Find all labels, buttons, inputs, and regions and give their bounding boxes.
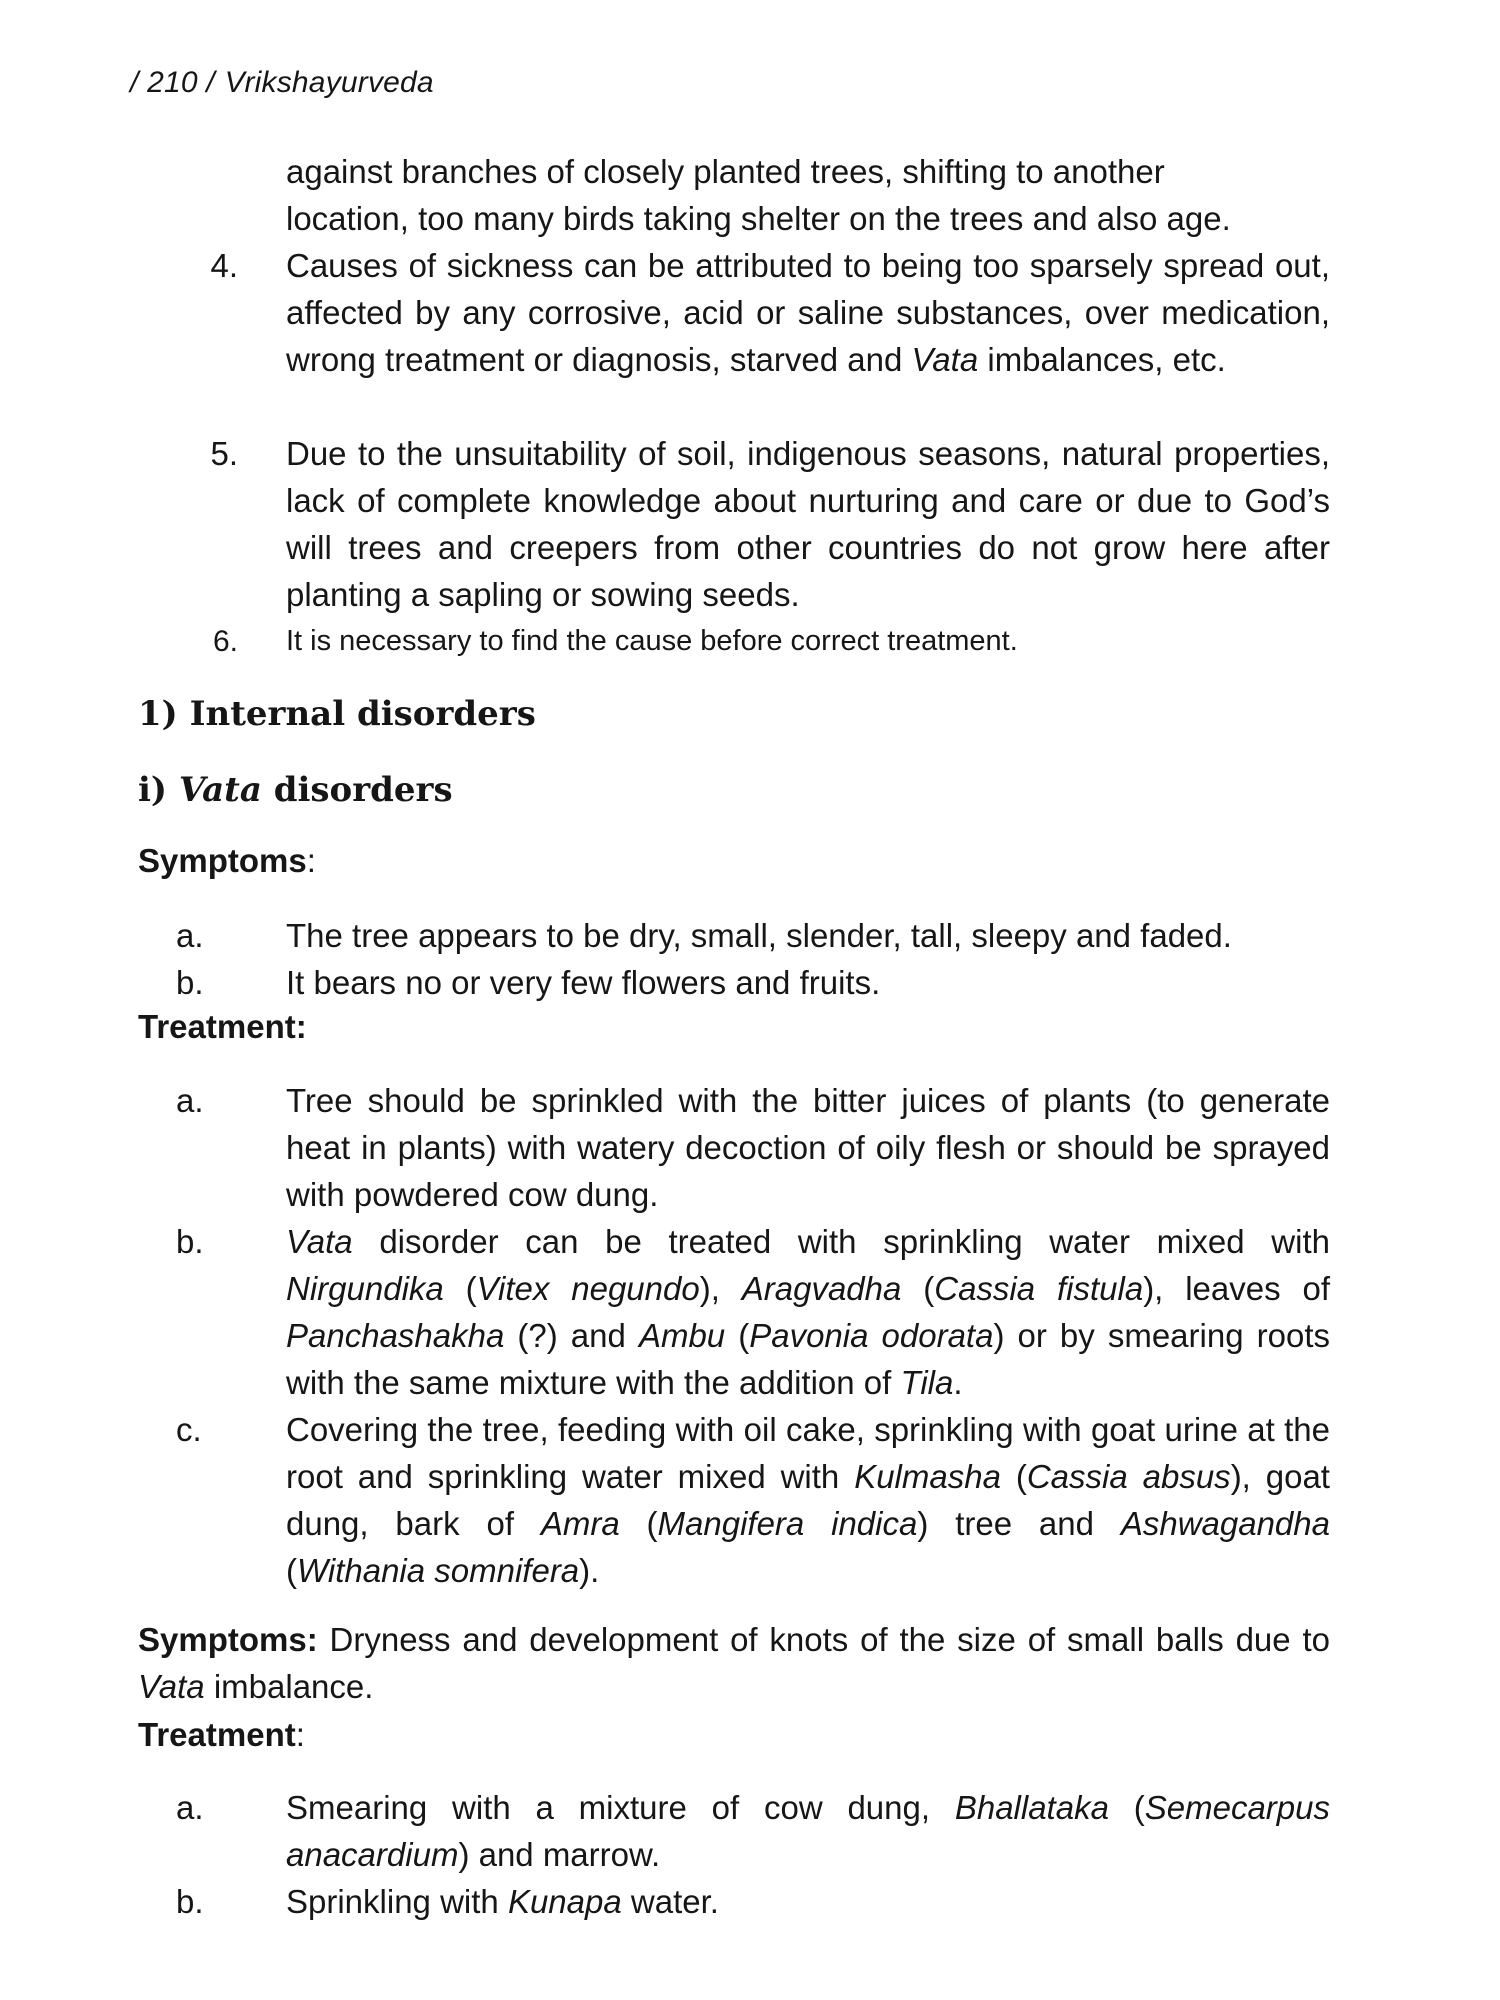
item-letter: c.: [176, 1411, 202, 1448]
item-text: [286, 1218, 1330, 1406]
item-text: [286, 912, 1330, 959]
text-run: imbalances, etc.: [978, 341, 1226, 378]
continuation-line-2: location, too many birds taking shelter on the trees and also age.: [286, 200, 1231, 237]
text-run: (?) and: [504, 1317, 639, 1354]
treatment-label: Treatment:: [138, 1008, 307, 1045]
text-run: Tree should be sprinkled with the bitter juices of plants (to generate heat in plants) with watery decoction of oily flesh or should be sprayed with powdered cow dung.: [286, 1082, 1330, 1213]
text-run: ) or by smearing roots with the same mixture with the addition of: [286, 1317, 1330, 1401]
symptoms-paragraph: [138, 1616, 1330, 1710]
running-header: [130, 66, 434, 100]
italic-term: Pavonia odorata: [749, 1317, 994, 1354]
text-run: (: [901, 1270, 935, 1307]
italic-term: Kulmasha: [854, 1458, 1001, 1495]
item-text: [286, 1077, 1330, 1218]
subsection-prefix: i): [138, 770, 179, 810]
text-run: (: [1000, 1458, 1027, 1495]
italic-term: Vata: [138, 1668, 205, 1705]
item-text: [286, 1784, 1330, 1878]
text-run: Smearing with a mixture of cow dung,: [286, 1789, 955, 1826]
italic-term: Tila: [900, 1364, 954, 1401]
item-letter: b.: [176, 964, 204, 1001]
italic-term: Withania somnifera: [297, 1552, 580, 1589]
text-run: ) tree and: [917, 1505, 1121, 1542]
italic-term: Cassia fistula: [934, 1270, 1144, 1307]
text-run: Due to the unsuitability of soil, indigenous seasons, natural properties, lack of complete knowledge about nurturing and care or due to God’s will trees and creepers from other countries do not grow here after planting a sapling or sowing seeds.: [286, 435, 1330, 613]
text-run: Covering the tree, feeding with oil cake, sprinkling with goat urine at the root and sprinkling water mixed with: [286, 1411, 1330, 1495]
text-run: ).: [579, 1552, 600, 1589]
item-number: 6.: [212, 625, 238, 658]
item-letter: b.: [176, 1223, 204, 1260]
text-run: ), goat dung, bark of: [286, 1458, 1330, 1542]
text-run: The tree appears to be dry, small, slender, tall, sleepy and faded.: [286, 917, 1232, 954]
italic-term: Amra: [540, 1505, 620, 1542]
item-text: [286, 618, 1330, 665]
item-letter: b.: [176, 1883, 204, 1920]
text-run: Sprinkling with: [286, 1883, 508, 1920]
italic-term: Cassia absus: [1026, 1458, 1231, 1495]
text-run: ),: [699, 1270, 742, 1307]
item-letter: a.: [176, 1789, 204, 1826]
section-heading: 1) Internal disorders: [138, 694, 536, 734]
text-run: Causes of sickness can be attributed to being too sparsely spread out, affected by any corrosive, acid or saline substances, over medication, wrong treatment or diagnosis, starved and: [286, 247, 1330, 378]
text-run: imbalance.: [204, 1668, 374, 1705]
text-run: (: [725, 1317, 750, 1354]
text-run: It bears no or very few flowers and fruits.: [286, 964, 881, 1001]
symptoms-text: [138, 1621, 1330, 1705]
treatment-label-2: Treatment:: [138, 1716, 305, 1753]
item-text: [286, 430, 1330, 618]
italic-term: Kunapa: [507, 1883, 622, 1920]
text-run: (: [286, 1552, 297, 1589]
italic-term: Panchashakha: [286, 1317, 505, 1354]
text-run: ), leaves of: [1143, 1270, 1330, 1307]
italic-term: Ashwagandha: [1120, 1505, 1330, 1542]
page-number: / 210 /: [130, 66, 215, 99]
italic-term: Ambu: [638, 1317, 726, 1354]
item-number: 5.: [210, 435, 238, 472]
italic-term: Vata: [286, 1223, 353, 1260]
text-run: (: [619, 1505, 658, 1542]
text-run: Dryness and development of knots of the size of small balls due to: [317, 1621, 1330, 1658]
continuation-line-1: against branches of closely planted trees, shifting to another: [286, 153, 1165, 190]
text-run: (: [1108, 1789, 1145, 1826]
subsection-suffix: disorders: [261, 770, 453, 810]
italic-term: Semecarpus anacardium: [286, 1789, 1330, 1873]
text-run: water.: [621, 1883, 719, 1920]
symptoms-label-2: Symptoms:: [138, 1621, 318, 1658]
italic-term: Mangifera indica: [657, 1505, 918, 1542]
subsection-italic: Vata: [178, 770, 262, 810]
item-letter: a.: [176, 1082, 204, 1119]
item-text: [286, 242, 1330, 383]
item-letter: a.: [176, 917, 204, 954]
book-title: Vrikshayurveda: [224, 66, 434, 99]
italic-term: Vata: [911, 341, 979, 378]
item-text: [286, 1406, 1330, 1594]
item-text: [286, 959, 1330, 1006]
symptoms-label: Symptoms:: [138, 842, 316, 879]
subsection-heading: [138, 770, 453, 810]
italic-term: Vitex negundo: [476, 1270, 700, 1307]
text-run: disorder can be treated with sprinkling water mixed with: [352, 1223, 1330, 1260]
italic-term: Aragvadha: [741, 1270, 902, 1307]
italic-term: Nirgundika: [286, 1270, 444, 1307]
italic-term: Bhallataka: [954, 1789, 1109, 1826]
text-run: (: [443, 1270, 477, 1307]
text-run: It is necessary to find the cause before correct treatment.: [286, 625, 1018, 657]
text-run: .: [953, 1364, 963, 1401]
item-text: [286, 1878, 1330, 1925]
item-number: 4.: [210, 247, 238, 284]
text-run: ) and marrow.: [458, 1836, 661, 1873]
